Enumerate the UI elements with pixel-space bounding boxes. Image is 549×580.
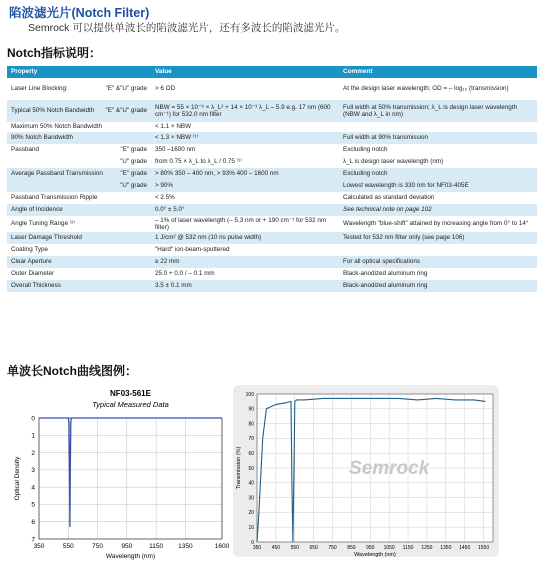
comment-cell: See technical note on page 102: [339, 204, 537, 216]
comment-cell: Calculated as standard deviation: [343, 194, 435, 202]
property-label: Coating Type: [11, 246, 48, 254]
property-cell: [7, 192, 151, 204]
y-tick-label: 5: [31, 501, 35, 509]
y-tick-label: 50: [248, 465, 254, 472]
y-tick-label: 0: [31, 415, 35, 423]
grade-label: "U" grade: [120, 158, 147, 166]
value-cell: < 1.3 × NBW ⁽¹⁾: [151, 132, 339, 144]
x-tick-label: 1250: [421, 545, 433, 551]
y-tick-label: 7: [31, 536, 35, 544]
property-label: Clear Aperture: [11, 258, 52, 266]
y-tick-label: 80: [248, 421, 254, 428]
y-tick-label: 4: [31, 484, 35, 492]
comment-cell: Lowest wavelength is 330 nm for NF03-405E: [339, 180, 537, 192]
comment-cell: Excluding notch: [339, 168, 537, 180]
property-label: Angle Tuning Range ⁽²⁾: [11, 220, 76, 228]
grade-label: "E" &"U" grade: [105, 107, 147, 115]
od-chart: [9, 385, 229, 565]
property-cell: [7, 156, 151, 168]
property-cell: [7, 180, 151, 192]
property-label: Maximum 50% Notch Bandwidth: [11, 123, 102, 131]
property-cell: [7, 244, 151, 256]
value-cell: from 0.75 × λ_L to λ_L / 0.75 ⁽¹⁾: [155, 158, 242, 166]
property-label: Laser Damage Threshold: [11, 234, 82, 242]
x-tick-label: 1150: [149, 543, 164, 550]
od-series-line: [39, 418, 222, 527]
value-cell: > 80% 350 – 400 nm, > 93% 400 – 1600 nm: [151, 168, 339, 180]
chart-title: NF03-561E: [110, 389, 151, 398]
property-label: Laser Line Blocking:: [11, 85, 68, 93]
property-label: Typical 50% Notch Bandwidth: [11, 107, 95, 115]
table-row: [7, 180, 537, 192]
table-row: [7, 216, 537, 232]
property-cell: [7, 232, 151, 244]
property-label: Angle of Incidence: [11, 206, 63, 214]
spec-table: [7, 66, 537, 292]
property-cell: [7, 268, 151, 280]
property-cell: [7, 122, 151, 132]
x-tick-label: 950: [366, 545, 375, 551]
comment-cell: At the design laser wavelength; OD = – log₁₀ (transmission): [343, 85, 509, 93]
x-tick-label: 1450: [459, 545, 471, 551]
table-row: [7, 244, 537, 256]
value-cell: 3.5 ± 0.1 mm: [151, 280, 339, 292]
y-tick-label: 90: [248, 406, 254, 413]
x-tick-label: 750: [328, 545, 337, 551]
x-axis-label: Wavelength (nm): [354, 552, 396, 557]
property-cell: [7, 132, 151, 144]
y-tick-label: 70: [248, 436, 254, 443]
page-title: 陷波滤光片(Notch Filter): [9, 6, 150, 20]
table-row: [7, 268, 537, 280]
x-tick-label: 1350: [440, 545, 452, 551]
y-tick-label: 30: [248, 495, 254, 502]
plot-frame: [39, 418, 222, 539]
property-label: Passband: [11, 146, 40, 154]
x-tick-label: 550: [290, 545, 299, 551]
table-row: [7, 232, 537, 244]
table-row: [7, 204, 537, 216]
property-cell: [7, 78, 151, 100]
y-tick-label: 40: [248, 480, 254, 487]
comment-cell: λ_L is design laser wavelength (nm): [343, 158, 444, 166]
grade-label: "E" &"U" grade: [105, 85, 147, 93]
y-tick-label: 10: [248, 525, 254, 531]
y-axis-label: Optical Density: [14, 456, 21, 501]
transmission-chart-panel: [233, 385, 499, 557]
y-tick-label: 20: [248, 510, 254, 517]
x-tick-label: 550: [62, 543, 74, 550]
chart-subtitle: Typical Measured Data: [92, 400, 169, 409]
property-cell: [7, 100, 151, 122]
value-cell: > 6 OD: [155, 85, 176, 93]
value-cell: 350 –1600 nm: [155, 146, 196, 154]
grade-label: "U" grade: [120, 182, 147, 190]
table-row: [7, 122, 537, 132]
y-tick-label: 100: [245, 391, 254, 398]
header-property: Property: [7, 66, 151, 78]
comment-cell: Full width at 90% transmission: [339, 132, 537, 144]
x-tick-label: 1550: [477, 545, 490, 551]
comment-cell: Black-anodized aluminum ring: [339, 280, 537, 292]
table-row: [7, 168, 537, 180]
y-tick-label: 3: [31, 467, 35, 475]
table-row: [7, 132, 537, 144]
property-label: Passband Transmission Ripple: [11, 194, 98, 202]
watermark-logo: Semrock: [349, 457, 430, 479]
comment-cell: Wavelength "blue-shift" attained by increasing angle from 0° to 14°: [343, 220, 529, 228]
table-row: [7, 144, 537, 156]
x-tick-label: 350: [33, 543, 45, 550]
table-row: [7, 156, 537, 168]
x-tick-label: 1600: [214, 543, 229, 550]
y-tick-label: 60: [248, 451, 254, 457]
value-cell: 1 J/cm² @ 532 nm (10 ns pulse width): [151, 232, 339, 244]
value-cell: "Hard" ion-beam-sputtered: [155, 246, 230, 254]
header-comment: Comment: [339, 66, 537, 78]
property-label: Average Passband Transmission: [11, 170, 103, 178]
value-cell: < 1.1 × NBW: [155, 123, 192, 131]
comment-cell: For all optical specifications: [339, 256, 537, 268]
comment-cell: Full width at 50% transmission; λ_L is design laser wavelength (NBW and λ_L in nm): [339, 100, 537, 122]
property-cell: [7, 280, 151, 292]
intro-text: Semrock 可以提供单波长的陷波滤光片，还有多波长的陷波滤光片。: [28, 22, 346, 34]
y-tick-label: 6: [31, 519, 35, 527]
table-row: [7, 100, 537, 122]
table-header-row: [7, 66, 537, 78]
x-tick-label: 1350: [178, 543, 193, 550]
property-label: Overall Thickness: [11, 282, 61, 290]
comment-cell: Excluding notch: [343, 146, 388, 154]
header-value: Value: [151, 66, 339, 78]
property-cell: [7, 144, 151, 156]
table-row: [7, 192, 537, 204]
spec-heading: Notch指标说明：: [7, 46, 101, 60]
od-chart-panel: [9, 385, 229, 565]
table-row: [7, 78, 537, 100]
grade-label: "E" grade: [120, 146, 147, 154]
x-tick-label: 850: [347, 545, 356, 551]
value-cell: 25.0 + 0.0 / – 0.1 mm: [155, 270, 215, 278]
property-label: Outer Diameter: [11, 270, 55, 278]
property-cell: [7, 204, 151, 216]
x-tick-label: 750: [92, 543, 103, 550]
curve-heading: 单波长Notch曲线图例：: [7, 364, 137, 378]
comment-cell: Black-anodized aluminum ring: [343, 270, 428, 278]
x-tick-label: 450: [271, 545, 281, 551]
comment-cell: [339, 244, 537, 256]
table-row: [7, 256, 537, 268]
x-tick-label: 1050: [383, 545, 395, 551]
property-cell: [7, 216, 151, 232]
property-cell: [7, 168, 151, 180]
value-cell: > 90%: [151, 180, 339, 192]
y-tick-label: 0: [251, 539, 254, 546]
y-axis-label: Transmission (%): [236, 446, 242, 490]
property-label: 90% Notch Bandwidth: [11, 134, 73, 142]
comment-cell: Tested for 532 nm filter only (see page 106): [339, 232, 537, 244]
x-axis-label: Wavelength (nm): [105, 553, 156, 560]
value-cell: – 1% of laser wavelength (– 5.3 nm or + 190 cm⁻¹ for 532 nm filter): [155, 216, 327, 231]
comment-cell: [339, 122, 537, 132]
value-cell: < 2.5%: [155, 194, 175, 202]
value-cell: NBW = 55 × 10⁻⁶ × λ_L² + 14 × 10⁻³ λ_L – 5.9 e.g. 17 nm (600 cm⁻¹) for 532.0 nm filter: [151, 100, 339, 122]
table-row: [7, 280, 537, 292]
property-cell: [7, 256, 151, 268]
y-tick-label: 1: [31, 432, 35, 440]
x-tick-label: 650: [309, 545, 318, 551]
x-tick-label: 1150: [402, 545, 414, 551]
x-tick-label: 350: [252, 545, 262, 551]
value-cell: 0.0° ± 5.0°: [151, 204, 339, 216]
y-tick-label: 2: [31, 449, 35, 457]
value-cell: ≥ 22 mm: [151, 256, 339, 268]
x-tick-label: 950: [121, 543, 133, 550]
transmission-chart: [233, 385, 499, 557]
grade-label: "E" grade: [120, 170, 147, 178]
